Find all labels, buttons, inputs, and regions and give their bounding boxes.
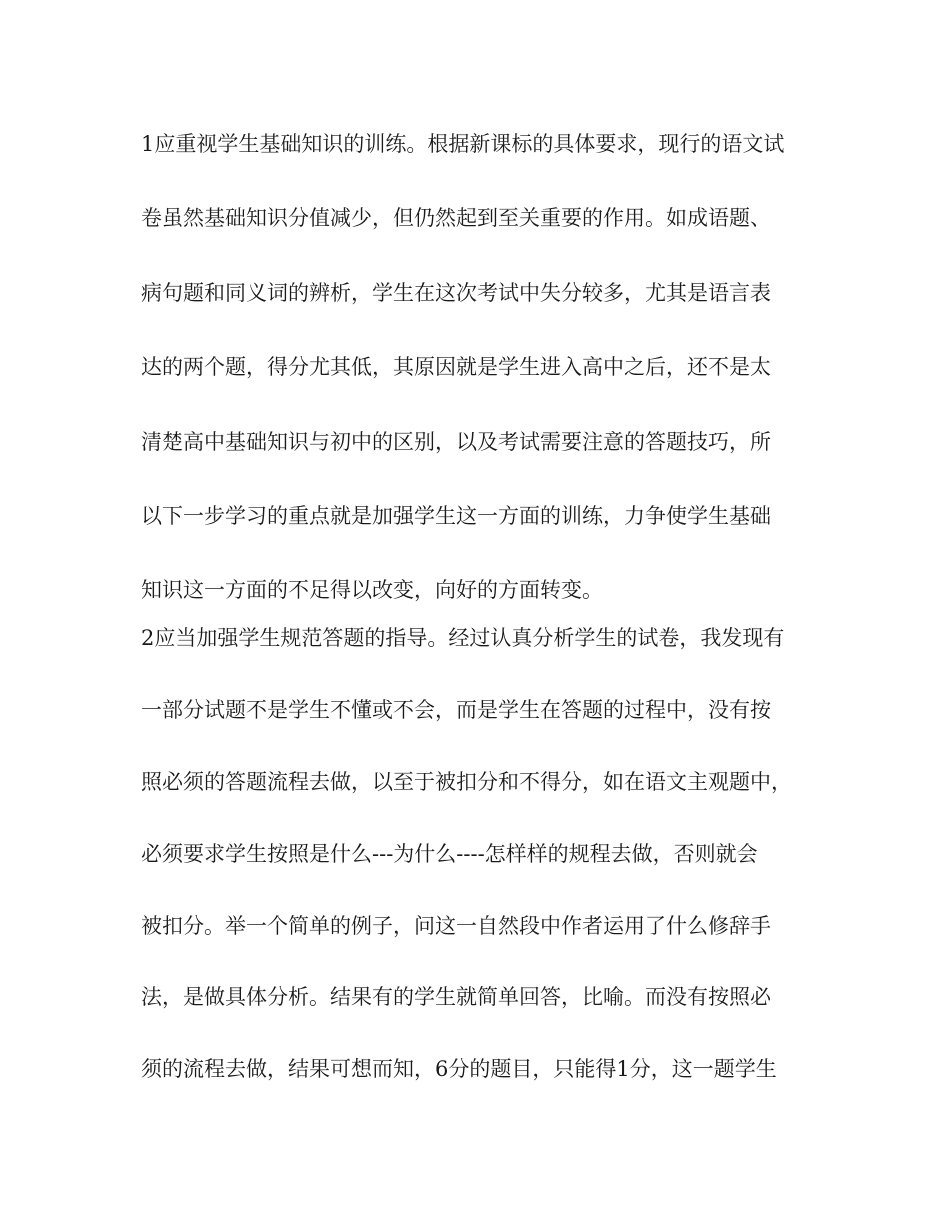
text-line: 照必须的答题流程去做，以至于被扣分和不得分，如在语文主观题中， — [141, 769, 792, 794]
text-line: 2应当加强学生规范答题的指导。经过认真分析学生的试卷，我发现有 — [141, 626, 785, 651]
text-line: 法，是做具体分析。结果有的学生就简单回答，比喻。而没有按照必 — [141, 985, 771, 1010]
text-line: 达的两个题，得分尤其低，其原因就是学生进入高中之后，还不是太 — [141, 355, 771, 380]
text-line: 以下一步学习的重点就是加强学生这一方面的训练，力争使学生基础 — [141, 503, 771, 528]
text-line: 1应重视学生基础知识的训练。根据新课标的具体要求，现行的语文试 — [141, 132, 785, 156]
text-line: 一部分试题不是学生不懂或不会，而是学生在答题的过程中，没有按 — [141, 698, 771, 723]
text-line: 清楚高中基础知识与初中的区别，以及考试需要注意的答题技巧，所 — [141, 429, 771, 454]
text-line: 被扣分。举一个简单的例子，问这一自然段中作者运用了什么修辞手 — [141, 913, 771, 938]
text-line: 卷虽然基础知识分值减少，但仍然起到至关重要的作用。如成语题、 — [141, 206, 771, 231]
paragraph-2 — [141, 618, 821, 1089]
text-line: 病句题和同义词的辨析，学生在这次考试中失分较多，尤其是语言表 — [141, 280, 771, 305]
document-body — [141, 124, 821, 1089]
text-line: 必须要求学生按照是什么---为什么----怎样样的规程去做，否则就会 — [141, 841, 758, 866]
text-line: 知识这一方面的不足得以改变，向好的方面转变。 — [141, 578, 603, 603]
paragraph-1 — [141, 124, 821, 610]
text-line: 须的流程去做，结果可想而知，6分的题目，只能得1分，这一题学生 — [141, 1057, 777, 1082]
